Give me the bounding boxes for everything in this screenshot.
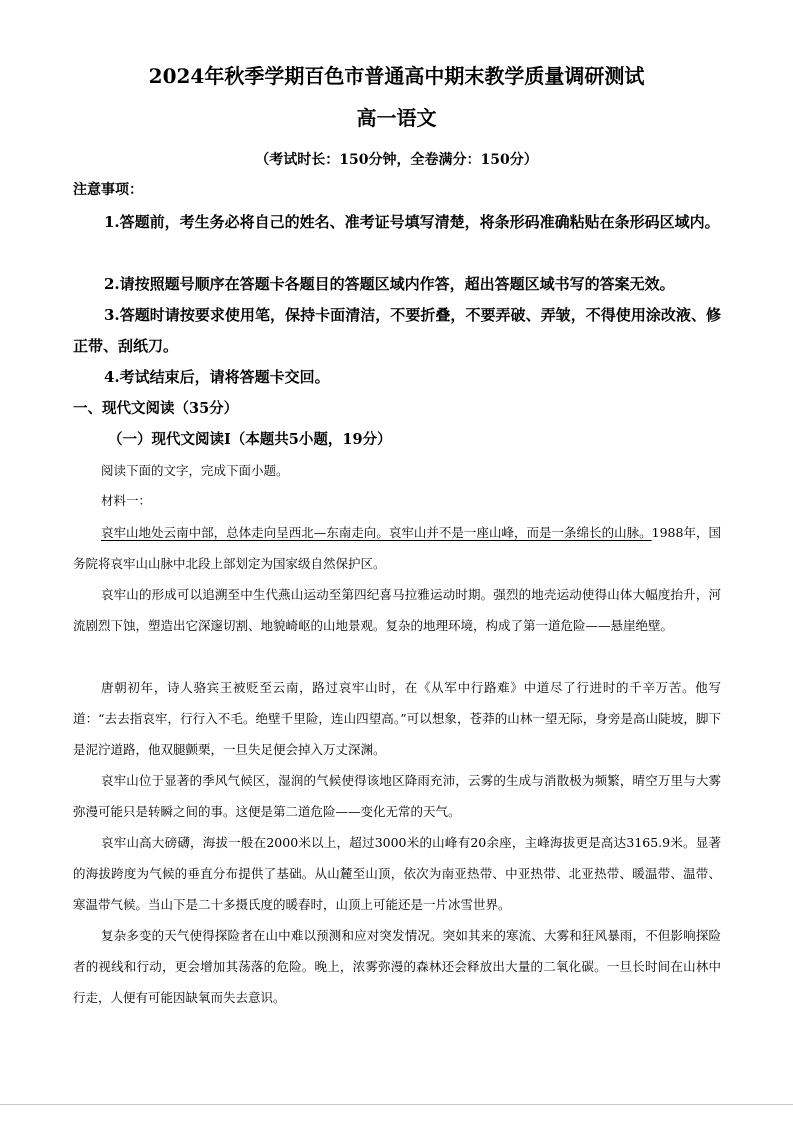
notices-heading: 注意事项： (73, 182, 143, 198)
notice-item-1: 1.答题前，考生务必将自己的姓名、准考证号填写清楚，将条形码准确粘贴在条形码区域内。 (104, 213, 720, 231)
subsection-heading: （一）现代文阅读Ⅰ（本题共5小题，19分） (108, 431, 392, 448)
material-paragraph-1 (73, 517, 721, 579)
material-paragraph-4: 哀牢山位于显著的季风气候区，湿润的气候使得该地区降雨充沛，云雾的生成与消散极为频繁，晴空万里与大雾弥漫可能只是转瞬之间的事。这便是第二道危险——变化无常的天气。 (73, 773, 721, 819)
exam-title: 2024年秋季学期百色市普通高中期末教学质量调研测试 (148, 64, 645, 88)
subject-title: 高一语文 (356, 106, 437, 130)
notice-item-2: 2.请按照题号顺序在答题卡各题目的答题区域内作答，超出答题区域书写的答案无效。 (104, 275, 675, 293)
material-paragraph-2: 哀牢山的形成可以追溯至中生代燕山运动至第四纪喜马拉雅运动时期。强烈的地壳运动使得山体大幅度抬升，河流剧烈下蚀，塑造出它深邃切割、地貌崎岖的山地景观。复杂的地理环境，构成了第一道危险——悬崖绝壁。 (73, 587, 721, 633)
notice-item-4: 4.考试结束后，请将答题卡交回。 (104, 368, 330, 386)
exam-duration-info: （考试时长：150分钟，全卷满分：150分） (255, 152, 538, 168)
page-bottom-rule (0, 1104, 793, 1105)
material-paragraph-3: 唐朝初年，诗人骆宾王被贬至云南，路过哀牢山时，在《从军中行路难》中道尽了行进时的千辛万苦。他写道：“去去指哀牢，行行入不毛。绝壁千里险，连山四望高。”可以想象，苍莽的山林一望无际，身旁是高山陡坡，脚下是泥泞道路，他双腿颤栗，一旦失足便会掉入万丈深渊。 (73, 680, 721, 757)
material-paragraph-6: 复杂多变的天气使得探险者在山中难以预测和应对突发情况。突如其来的寒流、大雾和狂风暴雨，不但影响探险者的视线和行动，更会增加其荡落的危险。晚上，浓雾弥漫的森林还会释放出大量的二氧化碳。一旦长时间在山林中行走，人便有可能因缺氧而失去意识。 (73, 928, 721, 1005)
paragraph-1-rest: 1988年，国务院将哀牢山山脉中北段上部划定为国家级自然保护区。 (73, 525, 721, 571)
section-heading: 一、现代文阅读（35分） (73, 400, 239, 417)
material-paragraph-5: 哀牢山高大磅礴，海拔一般在2000米以上，超过3000米的山峰有20余座，主峰海拔更是高达3165.9米。显著的海拔跨度为气候的垂直分布提供了基础。从山麓至山顶，依次为南亚热带、中亚热带、北亚热带、暖温带、温带、寒温带气候。当山下是二十多摄氏度的暖春时，山顶上可能还是一片冰雪世界。 (73, 835, 721, 912)
material-label: 材料一： (101, 493, 152, 508)
reading-instruction: 阅读下面的文字，完成下面小题。 (101, 463, 289, 478)
notice-item-3: 3.答题时请按要求使用笔，保持卡面清洁，不要折叠，不要弄破、弄皱，不得使用涂改液、修正带、刮纸刀。 (73, 306, 721, 355)
underlined-sentence: 哀牢山地处云南中部，总体走向呈西北—东南走向。哀牢山并不是一座山峰，而是一条绵长的山脉。 (101, 525, 652, 540)
